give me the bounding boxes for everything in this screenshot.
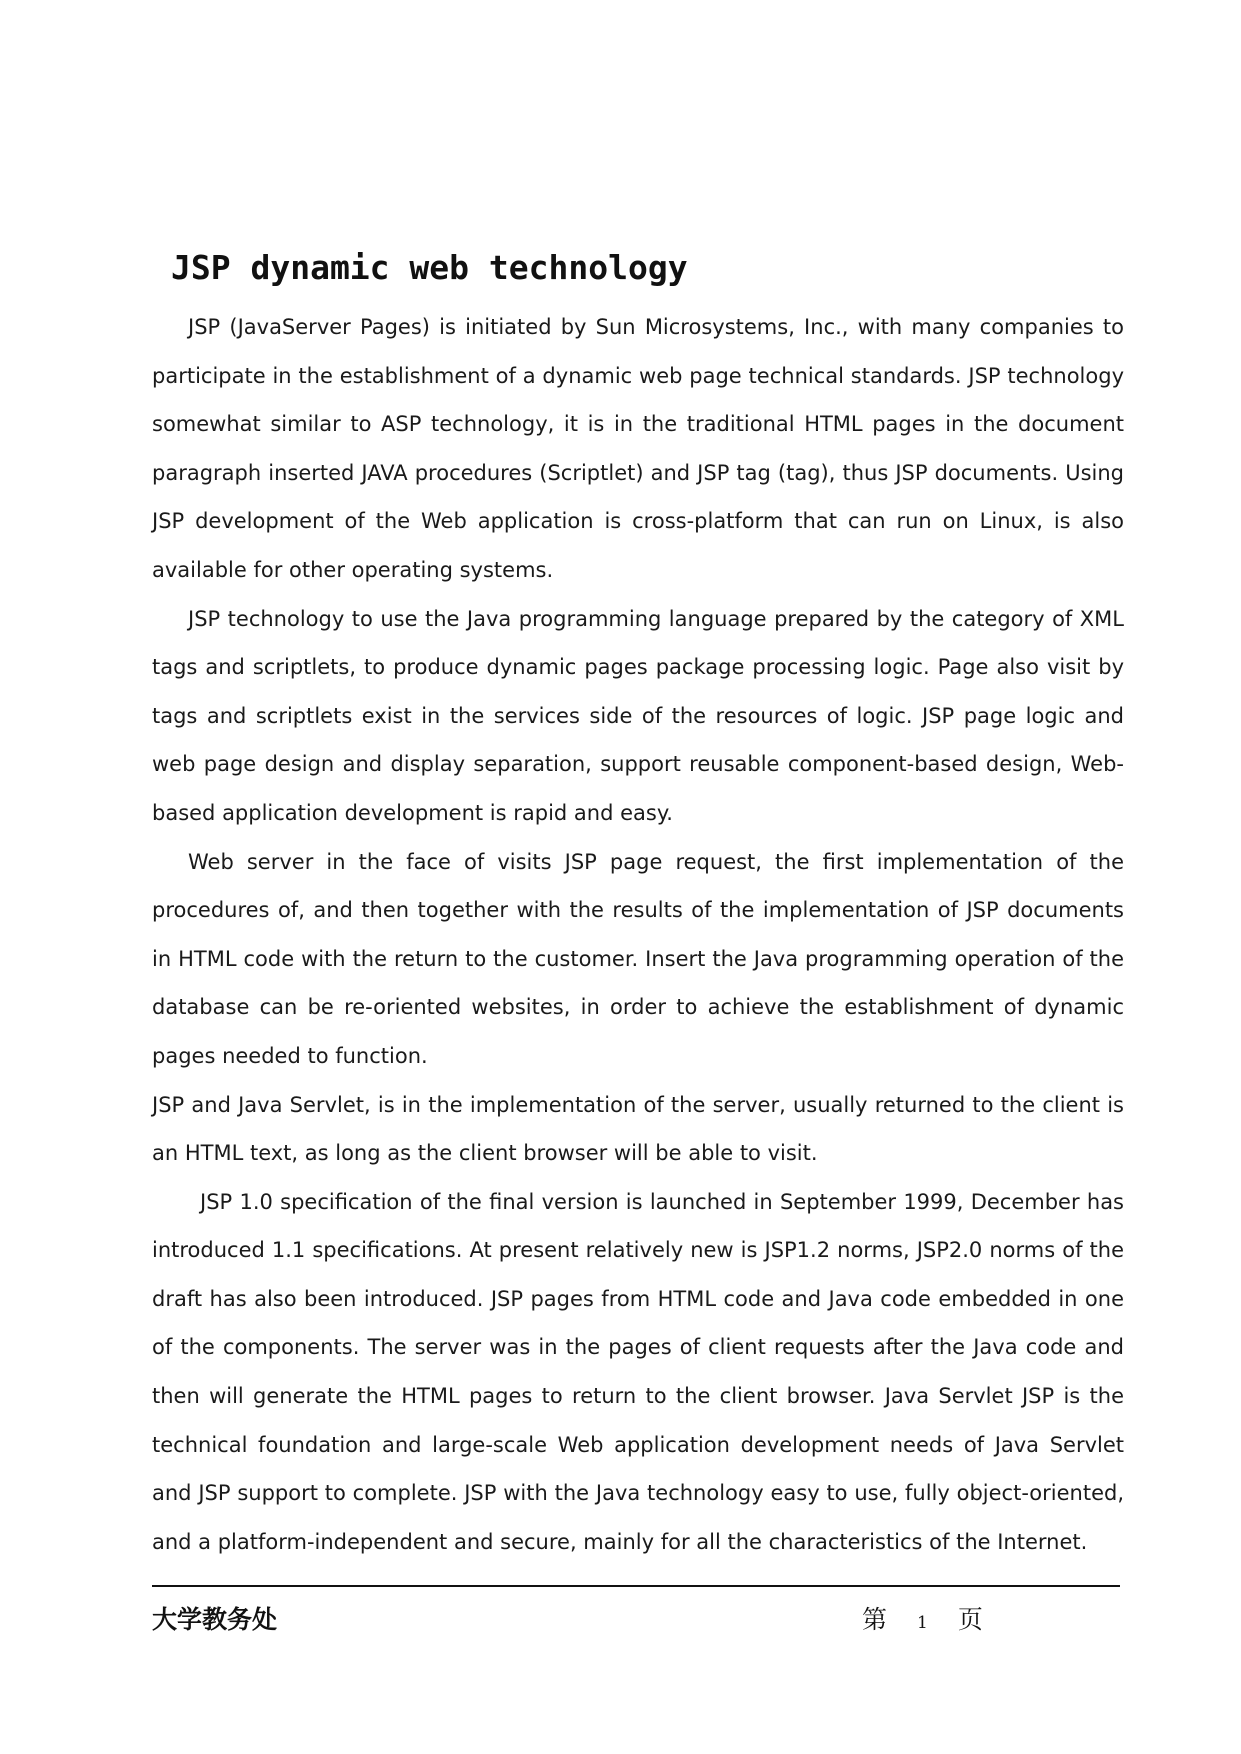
paragraph-jsp-servlet: JSP and Java Servlet, is in the implementation of the server, usually returned to the client is an HTML text, as long as the client browser will be able to visit.: [152, 1092, 1124, 1166]
paragraph-jsp-technology: JSP technology to use the Java programming language prepared by the category of XML tags and scriptlets, to produce dynamic pages package processing logic. Page also visit by tags and scriptlets exist in the services side of the resources of logic. JSP page logic and web page design and display separation, support reusable component-based design, Web-based application development is rapid and easy.: [152, 606, 1124, 825]
page-number: 1: [917, 1613, 928, 1633]
footer-office-name: 大学教务处: [152, 1605, 278, 1634]
document-body: [152, 303, 1124, 1566]
page-suffix: 页: [957, 1605, 983, 1634]
paragraph-jsp-intro: JSP (JavaServer Pages) is initiated by Sun Microsystems, Inc., with many companies to participate in the establishment of a dynamic web page technical standards. JSP technology somewhat similar to ASP technology, it is in the traditional HTML pages in the document paragraph inserted JAVA procedures (Scriptlet) and JSP tag (tag), thus JSP documents. Using JSP development of the Web application is cross-platform that can run on Linux, is also available for other operating systems.: [152, 315, 1124, 582]
paragraph-jsp-specification: JSP 1.0 specification of the final version is launched in September 1999, December has introduced 1.1 specifications. At present relatively new is JSP1.2 norms, JSP2.0 norms of the draft has also been introduced. JSP pages from HTML code and Java code embedded in one of the components. The server was in the pages of client requests after the Java code and then will generate the HTML pages to return to the client browser. Java Servlet JSP is the technical foundation and large-scale Web application development needs of Java Servlet and JSP support to complete. JSP with the Java technology easy to use, fully object-oriented, and a platform-independent and secure, mainly for all the characteristics of the Internet.: [152, 1189, 1124, 1554]
footer-divider: [152, 1585, 1120, 1587]
document-title: JSP dynamic web technology: [171, 248, 688, 287]
page-prefix: 第: [862, 1605, 888, 1634]
paragraph-web-server: Web server in the face of visits JSP page request, the first implementation of the procedures of, and then together with the results of the implementation of JSP documents in HTML code with the return to the customer. Insert the Java programming operation of the database can be re-oriented websites, in order to achieve the establishment of dynamic pages needed to function.: [152, 849, 1124, 1068]
page-indicator: [862, 1600, 983, 1636]
